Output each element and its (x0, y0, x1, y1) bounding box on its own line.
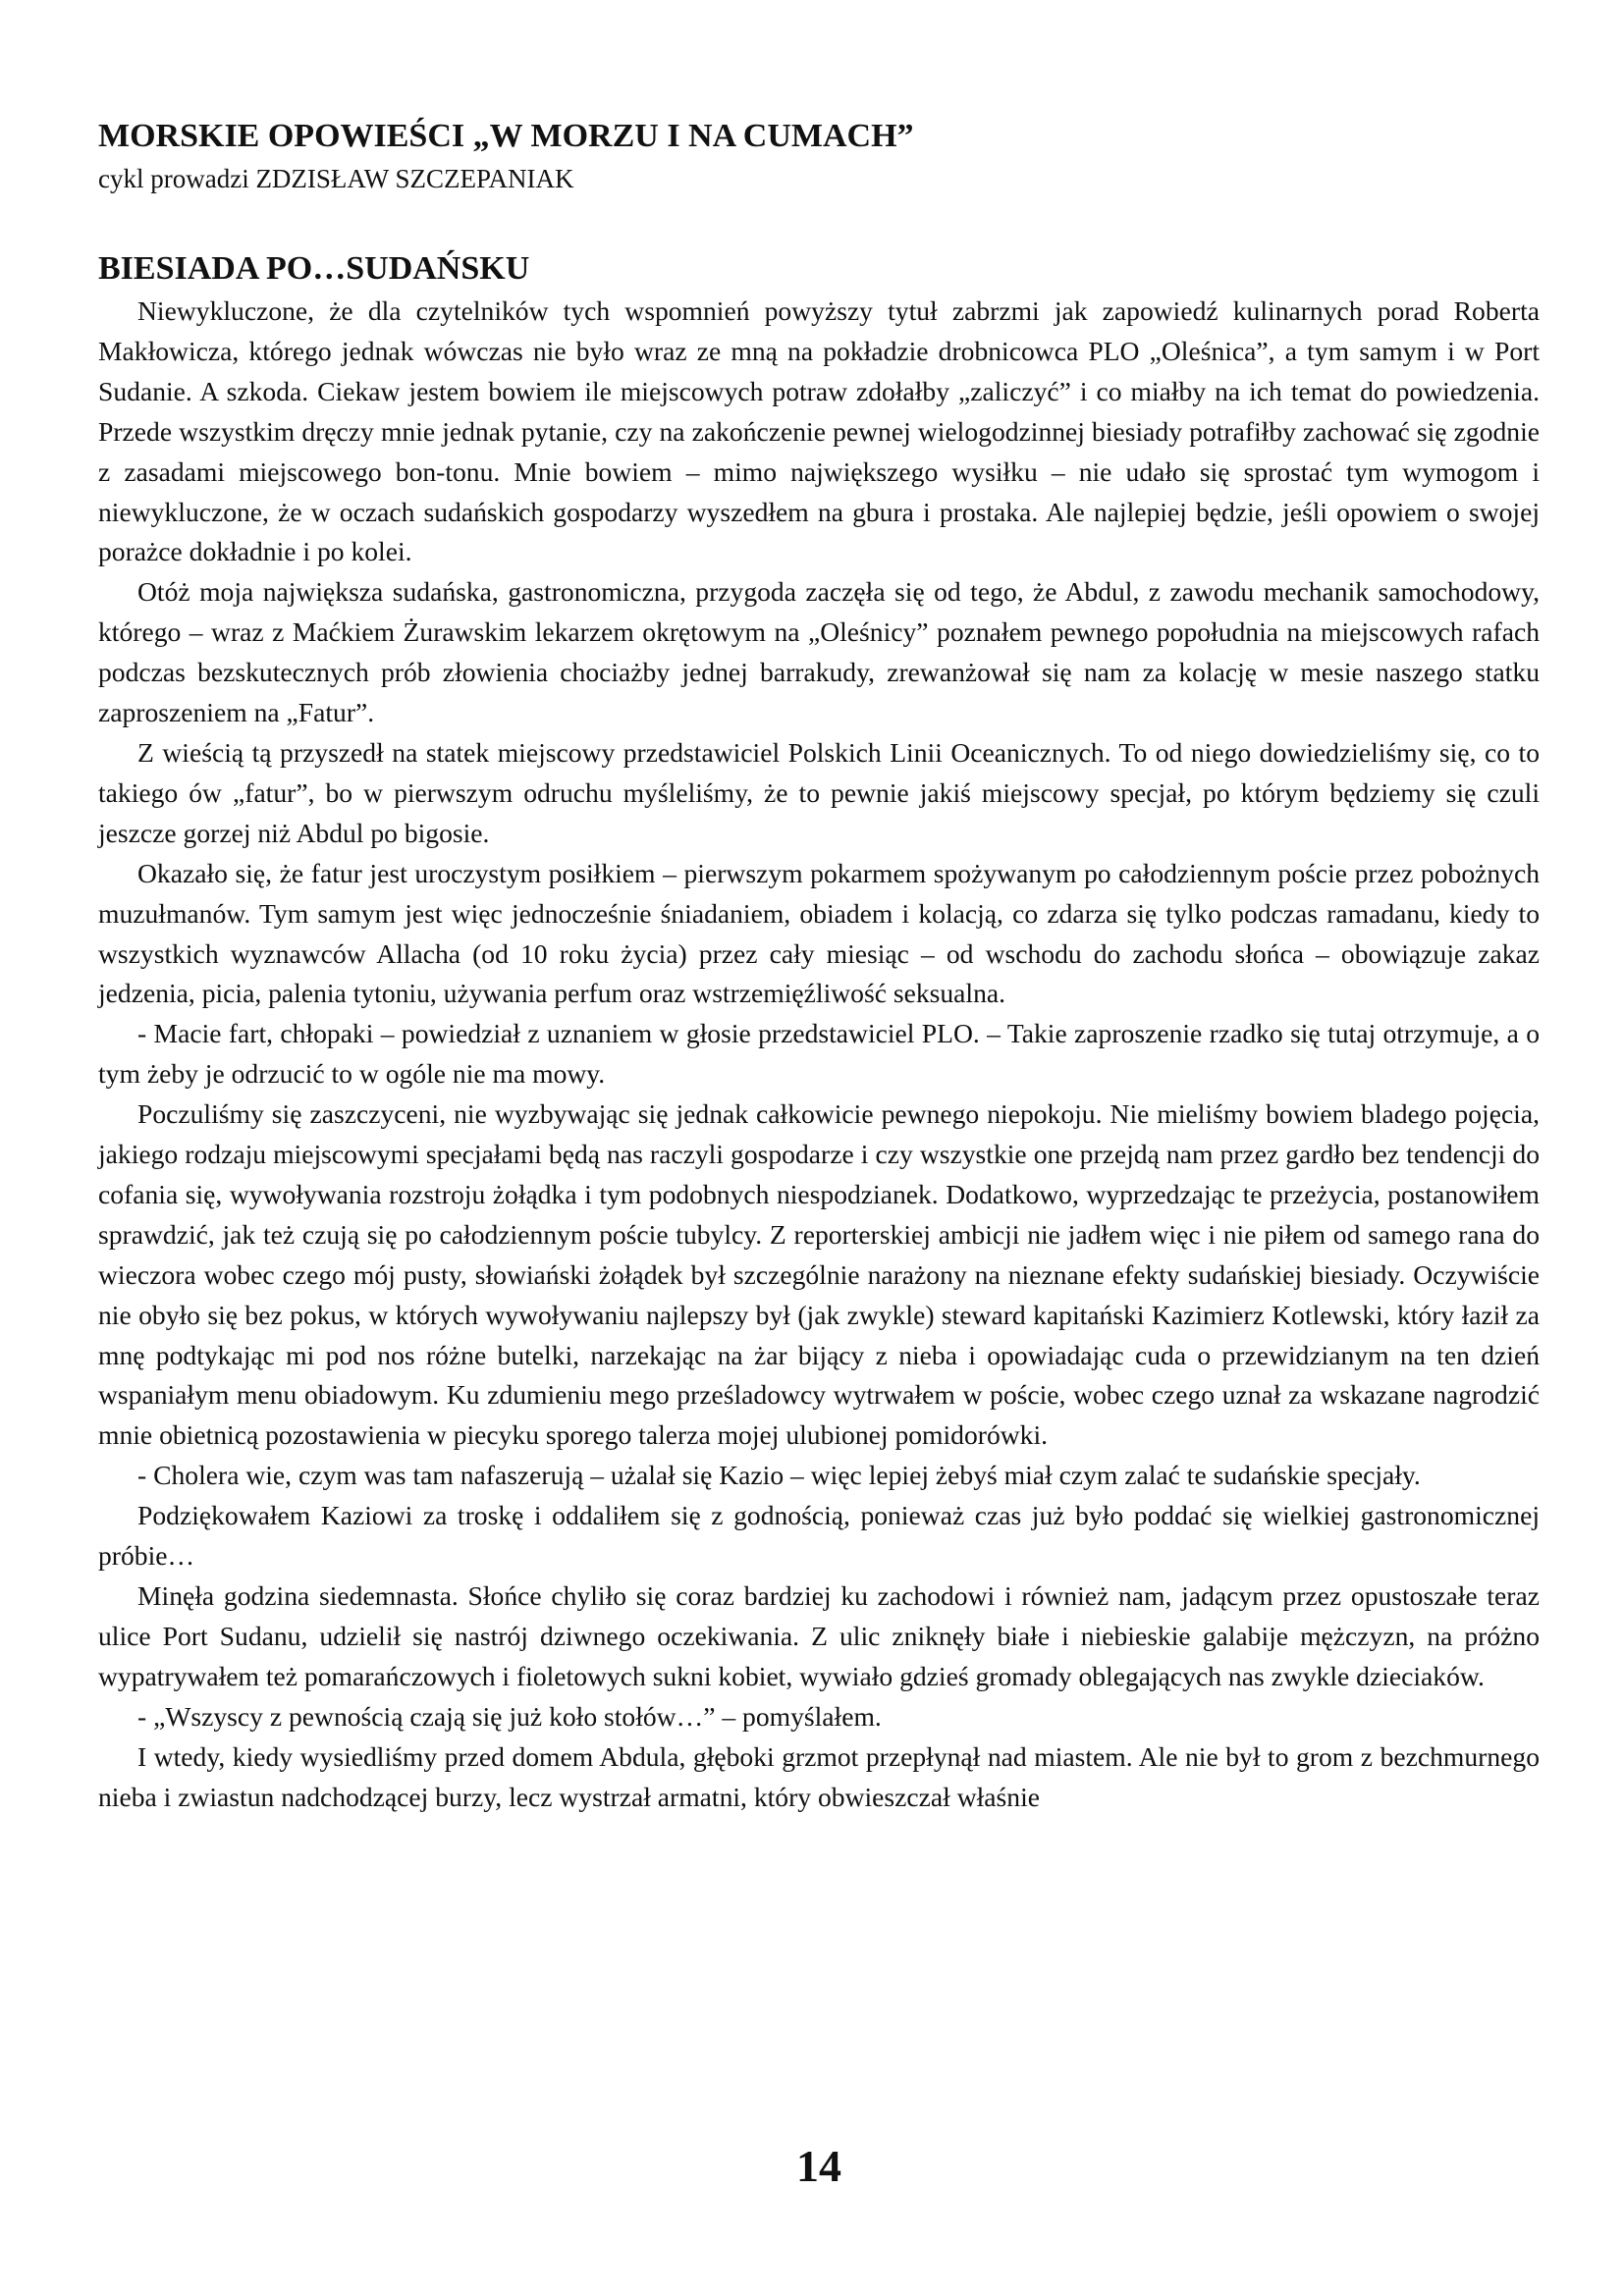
paragraph: Niewykluczone, że dla czytelników tych wspomnień powyższy tytuł zabrzmi jak zapowiedź kulinarnych porad Roberta Makłowicza, którego jednak wówczas nie było wraz ze mną na pokładzie drobnicowca PLO „Oleśnica”, a tym samym i w Port Sudanie. A szkoda. Ciekaw jestem bowiem ile miejscowych potraw zdołałby „zaliczyć” i co miałby na ich temat do powiedzenia. Przede wszystkim dręczy mnie jednak pytanie, czy na zakończenie pewnej wielogodzinnej biesiady potrafiłby zachować się zgodnie z zasadami miejscowego bon-tonu. Mnie bowiem – mimo największego wysiłku – nie udało się sprostać tym wymogom i niewykluczone, że w oczach sudańskich gospodarzy wyszedłem na gbura i prostaka. Ale najlepiej będzie, jeśli opowiem o swojej porażce dokładnie i po kolei. (98, 295, 1540, 567)
paragraph: Poczuliśmy się zaszczyceni, nie wyzbywając się jednak całkowicie pewnego niepokoju. Nie mieliśmy bowiem bladego pojęcia, jakiego rodzaju miejscowymi specjałami będą nas raczyli gospodarze i czy wszystkie one przejdą nam przez gardło bez tendencji do cofania się, wywoływania rozstroju żołądka i tym podobnych niespodzianek. Dodatkowo, wyprzedzając te przeżycia, postanowiłem sprawdzić, jak też czują się po całodziennym poście tubylcy. Z reporterskiej ambicji nie jadłem więc i nie piłem od samego rana do wieczora wobec czego mój pusty, słowiański żołądek był szczególnie narażony na nieznane efekty sudańskiej biesiady. Oczywiście nie obyło się bez pokus, w których wywoływaniu najlepszy był (jak zwykle) steward kapitański Kazimierz Kotlewski, który łaził za mnę podtykając mi pod nos różne butelki, narzekając na żar bijący z nieba i opowiadając cuda o przewidzianym na ten dzień wspaniałym menu obiadowym. Ku zdumieniu mego prześladowcy wytrwałem w poście, wobec czego uznał za wskazane nagrodzić mnie obietnicą pozostawienia w piecyku sporego talerza mojej ulubionej pomidorówki. (98, 1098, 1540, 1451)
article-body (98, 292, 1540, 1817)
paragraph: - Cholera wie, czym was tam nafaszerują – użalał się Kazio – więc lepiej żebyś miał czym zalać te sudańskie specjały. (137, 1460, 1421, 1491)
paragraph: - „Wszyscy z pewnością czają się już koło stołów…” – pomyślałem. (137, 1700, 882, 1732)
article-title: BIESIADA PO…SUDAŃSKU (98, 250, 530, 287)
paragraph: Podziękowałem Kaziowi za troskę i oddaliłem się z godnością, ponieważ czas już było poddać się wielkiej gastronomicznej próbie… (98, 1500, 1540, 1572)
paragraph: I wtedy, kiedy wysiedliśmy przed domem Abdula, głęboki grzmot przepłynął nad miastem. Ale nie był to grom z bezchmurnego nieba i zwiastun nadchodzącej burzy, lecz wystrzał armatni, który obwieszczał właśnie (98, 1740, 1540, 1812)
paragraph: Okazało się, że fatur jest uroczystym posiłkiem – pierwszym pokarmem spożywanym po całodziennym poście przez pobożnych muzułmanów. Tym samym jest więc jednocześnie śniadaniem, obiadem i kolacją, co zdarza się tylko podczas ramadanu, kiedy to wszystkich wyznawców Allacha (od 10 roku życia) przez cały miesiąc – od wschodu do zachodu słońca – obowiązuje zakaz jedzenia, picia, palenia tytoniu, używania perfum oraz wstrzemięźliwość seksualna. (98, 857, 1540, 1009)
paragraph: Z wieścią tą przyszedł na statek miejscowy przedstawiciel Polskich Linii Oceanicznych. To od niego dowiedzieliśmy się, co to takiego ów „fatur”, bo w pierwszym odruchu myśleliśmy, że to pewnie jakiś miejscowy specjał, po którym będziemy się czuli jeszcze gorzej niż Abdul po bigosie. (98, 736, 1540, 848)
series-title: MORSKIE OPOWIEŚCI „W MORZU I NA CUMACH” (98, 118, 914, 154)
paragraph: - Macie fart, chłopaki – powiedział z uznaniem w głosie przedstawiciel PLO. – Takie zaproszenie rzadko się tutaj otrzymuje, a o tym żeby je odrzucić to w ogóle nie ma mowy. (98, 1018, 1540, 1090)
paragraph: Minęła godzina siedemnasta. Słońce chyliło się coraz bardziej ku zachodowi i również nam, jadącym przez opustoszałe teraz ulice Port Sudanu, udzielił się nastrój dziwnego oczekiwania. Z ulic zniknęły białe i niebieskie galabije mężczyzn, na próżno wypatrywałem też pomarańczowych i fioletowych sukni kobiet, wywiało gdzieś gromady oblegających nas zwykle dzieciaków. (98, 1580, 1540, 1691)
paragraph: Otóż moja największa sudańska, gastronomiczna, przygoda zaczęła się od tego, że Abdul, z zawodu mechanik samochodowy, którego – wraz z Maćkiem Żurawskim lekarzem okrętowym na „Oleśnicy” poznałem pewnego popołudnia na miejscowych rafach podczas bezskutecznych prób złowienia chociażby jednej barrakudy, zrewanżował się nam za kolację w mesie naszego statku zaproszeniem na „Fatur”. (98, 576, 1540, 728)
series-subtitle: cykl prowadzi ZDZISŁAW SZCZEPANIAK (98, 164, 574, 193)
page-number: 14 (796, 2141, 841, 2191)
